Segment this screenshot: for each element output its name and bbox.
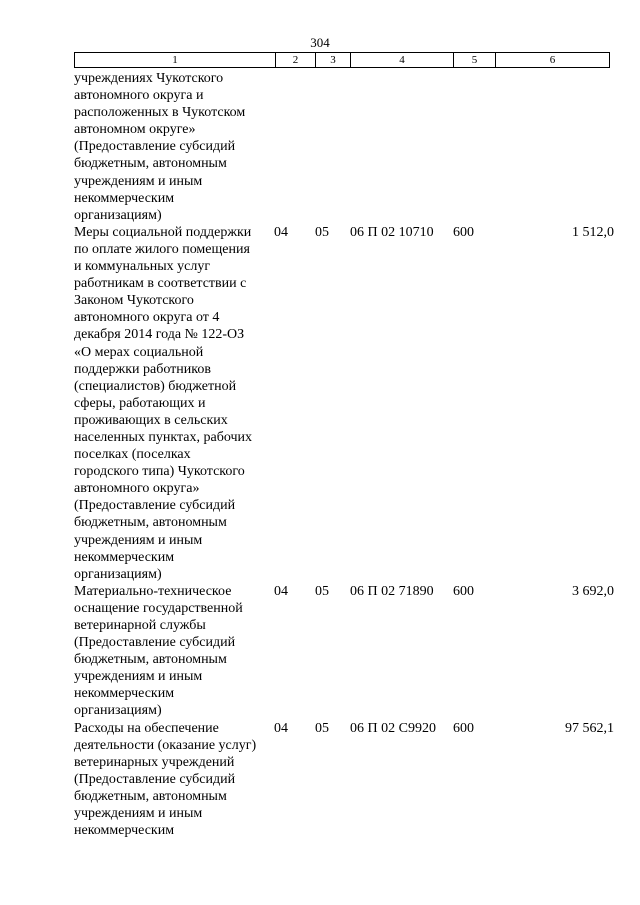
- column-number-5: 5: [454, 53, 496, 67]
- row-expense-type: 600: [453, 720, 474, 736]
- table-row: [74, 720, 614, 840]
- row-expense-type: 600: [453, 224, 474, 240]
- row-target-article: 06 П 02 10710: [350, 224, 434, 240]
- row-amount: 3 692,0: [572, 583, 614, 599]
- row-subsection-code: 05: [315, 720, 329, 736]
- budget-table-body: [74, 70, 614, 839]
- row-amount: 1 512,0: [572, 224, 614, 240]
- row-description: Материально-техническое оснащение государственной ветеринарной службы (Предоставление субсидий бюджетным, автономным учреждениям и иным некоммерческим организациям): [74, 583, 243, 719]
- row-target-article: 06 П 02 С9920: [350, 720, 436, 736]
- column-number-6: 6: [549, 54, 556, 66]
- row-description: Расходы на обеспечение деятельности (оказание услуг) ветеринарных учреждений (Предоставление субсидий бюджетным, автономным учреждениям и иным некоммерческим: [74, 720, 257, 839]
- column-number-3: 3: [316, 53, 351, 67]
- row-section-code: 04: [274, 720, 288, 736]
- table-row: [74, 583, 614, 720]
- column-number-header: [74, 52, 610, 68]
- row-description: учреждениях Чукотского автономного округа и расположенных в Чукотском автономном округе» (Предоставление субсидий бюджетным, автономным учреждениям и иным некоммерческим организациям): [74, 71, 246, 223]
- row-subsection-code: 05: [315, 224, 329, 240]
- column-number-4: 4: [351, 53, 454, 67]
- column-number-1: 1: [75, 53, 276, 67]
- row-amount: 97 562,1: [565, 720, 614, 736]
- column-number-2: 2: [276, 53, 316, 67]
- row-section-code: 04: [274, 224, 288, 240]
- table-row: [74, 224, 614, 583]
- row-subsection-code: 05: [315, 583, 329, 599]
- row-target-article: 06 П 02 71890: [350, 583, 434, 599]
- row-description: Меры социальной поддержки по оплате жилого помещения и коммунальных услуг работникам в соответствии с Законом Чукотского автономного округа от 4 декабря 2014 года № 122-ОЗ «О мерах социальной поддержки работников (специалистов) бюджетной сферы, работающих и проживающих в сельских населенных пунктах, рабочих поселках (поселках городского типа) Чукотского автономного округа» (Предоставление субсидий бюджетным, автономным учреждениям и иным некоммерческим организациям): [74, 224, 253, 582]
- page-number: 304: [310, 35, 330, 50]
- row-section-code: 04: [274, 583, 288, 599]
- table-row: [74, 70, 614, 224]
- row-expense-type: 600: [453, 583, 474, 599]
